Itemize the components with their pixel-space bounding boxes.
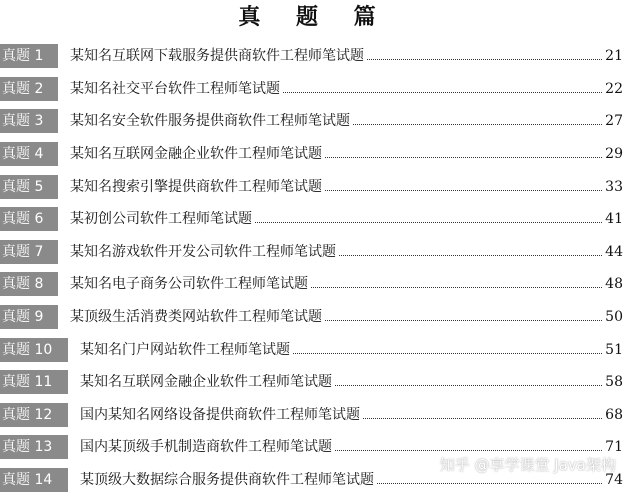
toc-entry	[70, 177, 623, 197]
dotted-leader	[255, 222, 602, 223]
toc-entry	[70, 144, 623, 164]
toc-page-number: 41	[605, 211, 623, 228]
toc-entry-title: 某知名社交平台软件工程师笔试题	[70, 80, 280, 97]
toc-page-number: 51	[605, 341, 623, 358]
toc-row[interactable]	[0, 170, 628, 203]
dotted-leader	[363, 418, 602, 419]
dotted-leader	[339, 255, 602, 256]
toc-row[interactable]	[0, 268, 628, 301]
toc-page-number: 33	[605, 178, 623, 195]
toc-page-number: 68	[605, 406, 623, 423]
dotted-leader	[367, 59, 602, 60]
toc-row[interactable]	[0, 366, 628, 399]
toc-entry-title: 某知名互联网金融企业软件工程师笔试题	[80, 374, 332, 391]
toc-entry-title: 某知名互联网下载服务提供商软件工程师笔试题	[70, 48, 364, 65]
toc-entry-title: 某顶级大数据综合服务提供商软件工程师笔试题	[80, 472, 374, 489]
toc-row[interactable]	[0, 236, 628, 269]
toc-entry-title: 某知名电子商务公司软件工程师笔试题	[70, 276, 308, 293]
toc-entry-title: 某知名互联网金融企业软件工程师笔试题	[70, 146, 322, 163]
toc-entry	[80, 340, 623, 360]
toc-entry	[70, 79, 623, 99]
page-title: 真 题 篇	[238, 4, 390, 30]
toc-entry	[70, 307, 623, 327]
toc-badge: 真题 1	[0, 44, 58, 68]
toc-entry	[70, 111, 623, 131]
dotted-leader	[335, 450, 602, 451]
dotted-leader	[311, 287, 602, 288]
toc-page-number: 58	[605, 374, 623, 391]
toc-page-number: 27	[605, 113, 623, 130]
toc-badge: 真题 9	[0, 305, 58, 329]
toc-row[interactable]	[0, 73, 628, 106]
watermark: 知乎 @享学课堂 Java架构	[439, 456, 616, 474]
toc-entry-title: 国内某知名网络设备提供商软件工程师笔试题	[80, 406, 360, 423]
dotted-leader	[377, 483, 602, 484]
toc-entry	[70, 242, 623, 262]
toc-row[interactable]	[0, 399, 628, 432]
toc-entry-title: 某知名游戏软件开发公司软件工程师笔试题	[70, 243, 336, 260]
toc-page-number: 21	[605, 48, 623, 65]
dotted-leader	[335, 385, 602, 386]
toc-row[interactable]	[0, 105, 628, 138]
toc-badge: 真题 12	[0, 403, 68, 427]
toc-badge: 真题 4	[0, 142, 58, 166]
toc-entry	[70, 46, 623, 66]
toc-badge: 真题 13	[0, 435, 68, 459]
toc-page-number: 50	[605, 309, 623, 326]
toc-page-number: 29	[605, 146, 623, 163]
toc-entry-title: 某知名安全软件服务提供商软件工程师笔试题	[70, 113, 350, 130]
toc-badge: 真题 11	[0, 370, 68, 394]
dotted-leader	[325, 320, 602, 321]
toc-page-number: 48	[605, 276, 623, 293]
toc-entry	[70, 274, 623, 294]
toc-entry-title: 某知名门户网站软件工程师笔试题	[80, 341, 290, 358]
toc-page-number: 44	[605, 243, 623, 260]
toc-badge: 真题 14	[0, 468, 68, 492]
toc-row[interactable]	[0, 301, 628, 334]
dotted-leader	[293, 353, 602, 354]
toc-row[interactable]	[0, 203, 628, 236]
toc-entry-title: 某顶级生活消费类网站软件工程师笔试题	[70, 309, 322, 326]
toc-entry-title: 某初创公司软件工程师笔试题	[70, 211, 252, 228]
table-of-contents	[0, 40, 628, 496]
toc-badge: 真题 8	[0, 272, 58, 296]
dotted-leader	[325, 190, 602, 191]
toc-row[interactable]	[0, 40, 628, 73]
toc-badge: 真题 5	[0, 175, 58, 199]
toc-badge: 真题 2	[0, 77, 58, 101]
toc-page-number: 71	[605, 439, 623, 456]
toc-badge: 真题 6	[0, 207, 58, 231]
toc-entry-title: 某知名搜索引擎提供商软件工程师笔试题	[70, 178, 322, 195]
toc-entry	[80, 405, 623, 425]
toc-entry	[80, 372, 623, 392]
toc-page-number: 74	[605, 472, 623, 489]
toc-entry-title: 国内某顶级手机制造商软件工程师笔试题	[80, 439, 332, 456]
dotted-leader	[353, 124, 602, 125]
toc-badge: 真题 10	[0, 338, 68, 362]
toc-page-number: 22	[605, 80, 623, 97]
toc-badge: 真题 7	[0, 240, 58, 264]
dotted-leader	[283, 92, 602, 93]
toc-entry	[70, 209, 623, 229]
toc-row[interactable]	[0, 138, 628, 171]
toc-badge: 真题 3	[0, 109, 58, 133]
dotted-leader	[325, 157, 602, 158]
toc-row[interactable]	[0, 333, 628, 366]
